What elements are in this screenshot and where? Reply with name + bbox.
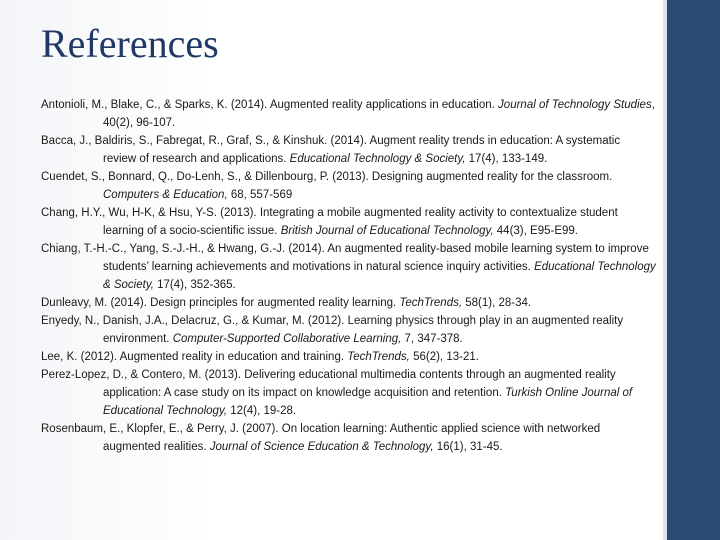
- reference-item: [41, 294, 656, 312]
- reference-details: , 40(2), 96-107.: [103, 99, 655, 129]
- reference-item: [41, 420, 656, 456]
- reference-journal: Turkish Online Journal of Educational Technology,: [103, 387, 633, 417]
- reference-details: 56(2), 13-21.: [409, 351, 479, 363]
- decorative-sidebar: [667, 0, 720, 540]
- reference-journal: Educational Technology & Society,: [289, 153, 466, 165]
- reference-journal: Computer-Supported Collaborative Learning,: [172, 333, 402, 345]
- reference-authors-title: Chiang, T.-H.-C., Yang, S.-J.-H., & Hwang, G.-J. (2014). An augmented reality-based mobile learning system to improve students’ learning achievements and motivations in natural science inquiry activities.: [41, 243, 649, 273]
- reference-item: [41, 132, 656, 168]
- reference-journal: Journal of Science Education & Technology,: [209, 441, 434, 453]
- reference-item: [41, 366, 656, 420]
- reference-item: [41, 240, 656, 294]
- reference-authors-title: Antonioli, M., Blake, C., & Sparks, K. (2014). Augmented reality applications in education.: [41, 99, 499, 111]
- reference-journal: Journal of Technology Studies: [498, 99, 652, 111]
- reference-item: [41, 96, 656, 132]
- reference-authors-title: Perez-Lopez, D., & Contero, M. (2013). Delivering educational multimedia contents through an augmented reality application: A case study on its impact on knowledge acquisition and retention.: [41, 369, 616, 399]
- reference-authors-title: Enyedy, N., Danish, J.A., Delacruz, G., & Kumar, M. (2012). Learning physics through play in an augmented reality environment.: [41, 315, 624, 345]
- reference-details: 16(1), 31-45.: [433, 441, 503, 453]
- reference-authors-title: Cuendet, S., Bonnard, Q., Do-Lenh, S., & Dillenbourg, P. (2013). Designing augmented reality for the classroom.: [41, 171, 613, 183]
- reference-details: 44(3), E95-E99.: [493, 225, 578, 237]
- reference-authors-title: Bacca, J., Baldiris, S., Fabregat, R., Graf, S., & Kinshuk. (2014). Augment reality trends in education: A systematic review of research and applications.: [41, 135, 621, 165]
- reference-item: [41, 168, 656, 204]
- reference-journal: British Journal of Educational Technology,: [280, 225, 494, 237]
- reference-journal: Educational Technology & Society,: [103, 261, 656, 291]
- reference-details: 12(4), 19-28.: [227, 405, 297, 417]
- reference-authors-title: Lee, K. (2012). Augmented reality in education and training.: [41, 351, 348, 363]
- reference-details: 58(1), 28-34.: [462, 297, 532, 309]
- reference-journal: Computers & Education,: [103, 189, 228, 201]
- slide-title: References: [41, 21, 219, 66]
- reference-details: 68, 557-569: [227, 189, 293, 201]
- reference-item: [41, 312, 656, 348]
- reference-journal: TechTrends,: [399, 297, 463, 309]
- reference-details: 17(4), 352-365.: [153, 279, 236, 291]
- references-list: [41, 96, 656, 456]
- reference-authors-title: Chang, H.Y., Wu, H-K, & Hsu, Y-S. (2013). Integrating a mobile augmented reality activity to contextualize student learning of a socio-scientific issue.: [41, 207, 618, 237]
- reference-item: [41, 204, 656, 240]
- reference-authors-title: Dunleavy, M. (2014). Design principles for augmented reality learning.: [41, 297, 400, 309]
- reference-journal: TechTrends,: [347, 351, 410, 363]
- reference-details: 7, 347-378.: [401, 333, 463, 345]
- reference-details: 17(4), 133-149.: [465, 153, 548, 165]
- reference-item: [41, 348, 656, 366]
- reference-authors-title: Rosenbaum, E., Klopfer, E., & Perry, J. (2007). On location learning: Authentic applied science with networked augmented realities.: [41, 423, 601, 453]
